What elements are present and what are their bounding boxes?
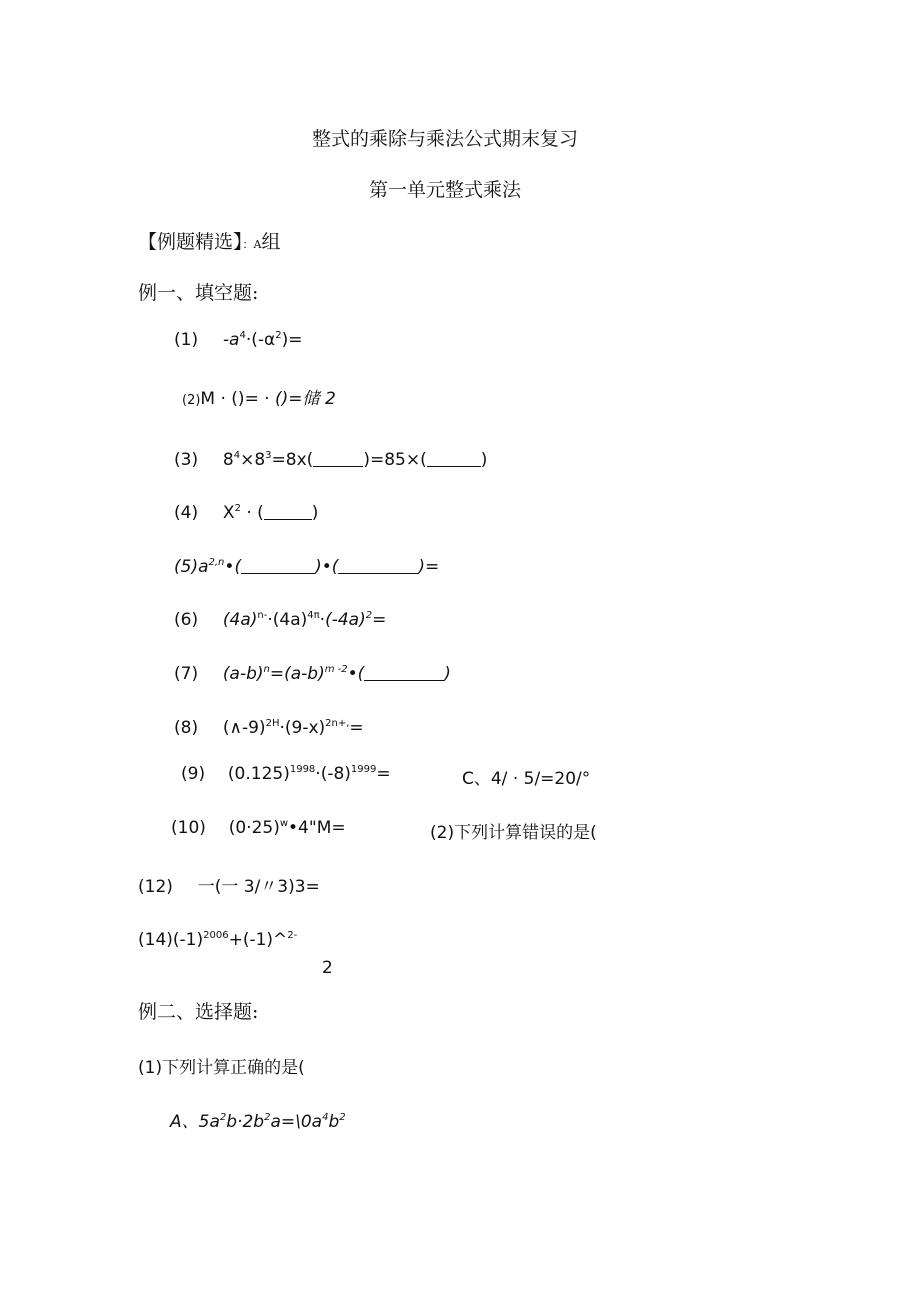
exponent: 3 [265, 450, 272, 461]
problem-number: (2) [182, 393, 201, 408]
section-mark: ： [242, 238, 254, 251]
expr-part: • [321, 557, 332, 577]
problem-number: (9) [181, 764, 206, 784]
exponent: 4 [233, 450, 241, 461]
expr-part: • [347, 664, 358, 684]
expr-part: (0·25) [228, 818, 280, 838]
problem-1 [174, 330, 303, 350]
problem-9 [181, 764, 391, 784]
expr-part: = [425, 557, 440, 577]
problem-number: (5) [174, 557, 199, 577]
exponent: m -2 [324, 664, 348, 675]
exponent: 2006 [203, 930, 229, 941]
exponent: 2 [219, 1112, 227, 1123]
expr-part: +(-1)^ [228, 930, 288, 950]
page-subtitle: 第一单元整式乘法 [368, 179, 521, 201]
expr-part: (a-b) [222, 664, 264, 684]
exponent: 2 [264, 1112, 271, 1123]
expr-part: ·(-α [245, 330, 276, 350]
section-bracketed: 【例题精选】 [138, 231, 243, 253]
section-small-label: A [253, 238, 262, 251]
option-a [170, 1107, 346, 1132]
example1-heading: 例一、填空题: [138, 282, 259, 304]
exponent: 2n+, [325, 718, 350, 729]
expr-part: · [240, 503, 258, 523]
expr-part: (-1) [172, 930, 204, 950]
expr-part: b·2b [226, 1112, 265, 1132]
expr-part: ·(4a) [267, 610, 308, 630]
expr-part: a [198, 557, 209, 577]
expr-part: =(a-b) [269, 664, 325, 684]
expr-part: · [319, 610, 326, 630]
problem-12 [138, 872, 320, 897]
problem-14 [138, 930, 297, 950]
example2-heading: 例二、选择题: [138, 1001, 259, 1023]
expr-part: = [372, 610, 387, 630]
answer-blank[interactable]: ( ) [234, 557, 322, 577]
expr-part: ×8 [240, 450, 266, 470]
answer-blank[interactable]: ( ) [257, 503, 319, 523]
problem-10 [171, 818, 346, 838]
expr-part: 5a [198, 1112, 220, 1132]
expr-part: •4"M= [288, 818, 346, 838]
choice-question-2: (2)下列计算错误的是( [430, 823, 597, 843]
exponent: n [263, 664, 270, 675]
problem-number: (12) [138, 877, 173, 897]
exponent: 4 [322, 1112, 329, 1123]
exponent: 2H [265, 718, 280, 729]
exponent: 4 [239, 330, 246, 341]
expr-part: -a [222, 330, 240, 350]
expr-part: X [222, 503, 235, 523]
problem-6 [174, 610, 386, 630]
expr-part: a=\0a [270, 1112, 323, 1132]
expr-part: ·(9-x) [279, 718, 326, 738]
option-c: C、4/ · 5/=20/° [462, 769, 591, 789]
exponent: 2 [275, 330, 282, 341]
expr-part: (∧-9) [222, 718, 266, 738]
problem-number: (14) [138, 930, 173, 950]
exponent: n- [257, 610, 268, 621]
exponent: w [279, 818, 289, 829]
expr-part: b [328, 1112, 340, 1132]
expr-part: (0.125) [227, 764, 290, 784]
problem-8 [174, 718, 364, 738]
problem-5 [174, 557, 439, 577]
problem-number: (1) [174, 330, 199, 350]
expr-part: (-4a) [325, 610, 366, 630]
exponent: 2 [365, 610, 373, 621]
expr-part: )= [281, 330, 303, 350]
expr-part: = [376, 764, 391, 784]
expr-part: 8 [222, 450, 234, 470]
section-heading [138, 227, 280, 254]
expr-part: = [349, 718, 364, 738]
exponent: 1999 [350, 764, 377, 775]
problem-7 [174, 664, 451, 684]
problem-2 [182, 384, 336, 409]
expr-part: (4a) [222, 610, 258, 630]
exponent: 2 [339, 1112, 346, 1123]
exponent: 2 [234, 503, 241, 514]
expr-part: =85× [369, 450, 421, 470]
answer-blank[interactable]: ( ) [331, 557, 426, 577]
answer-blank[interactable]: ( ) [306, 450, 370, 470]
choice-question-1: (1)下列计算正确的是( [138, 1058, 305, 1078]
option-label: A、 [170, 1112, 199, 1132]
page-title: 整式的乘除与乘法公式期末复习 [311, 128, 578, 150]
expr-part: ()=储 2 [275, 389, 336, 409]
problem-number: (8) [174, 718, 199, 738]
problem-number: (7) [174, 664, 199, 684]
expr-part: ·(-8) [315, 764, 351, 784]
answer-blank[interactable]: ( ) [357, 664, 451, 684]
problem-3 [174, 450, 487, 470]
problem-number: (10) [171, 818, 206, 838]
section-group: 组 [261, 231, 281, 253]
problem-4 [174, 503, 318, 523]
exponent: 1998 [289, 764, 316, 775]
exponent: 2- [287, 930, 298, 941]
expr-part: • [224, 557, 235, 577]
problem-number: (3) [174, 450, 199, 470]
expr-part: M · ()= · [200, 389, 276, 409]
exponent: 4π [307, 610, 320, 621]
expr-part: =8x [271, 450, 307, 470]
exponent: 2,n [208, 557, 225, 568]
answer-blank[interactable]: ( ) [420, 450, 488, 470]
problem-14-continuation: 2 [322, 958, 333, 978]
problem-number: (6) [174, 610, 199, 630]
expr-part: 一(一 3/〃3)3= [197, 877, 320, 897]
problem-number: (4) [174, 503, 199, 523]
